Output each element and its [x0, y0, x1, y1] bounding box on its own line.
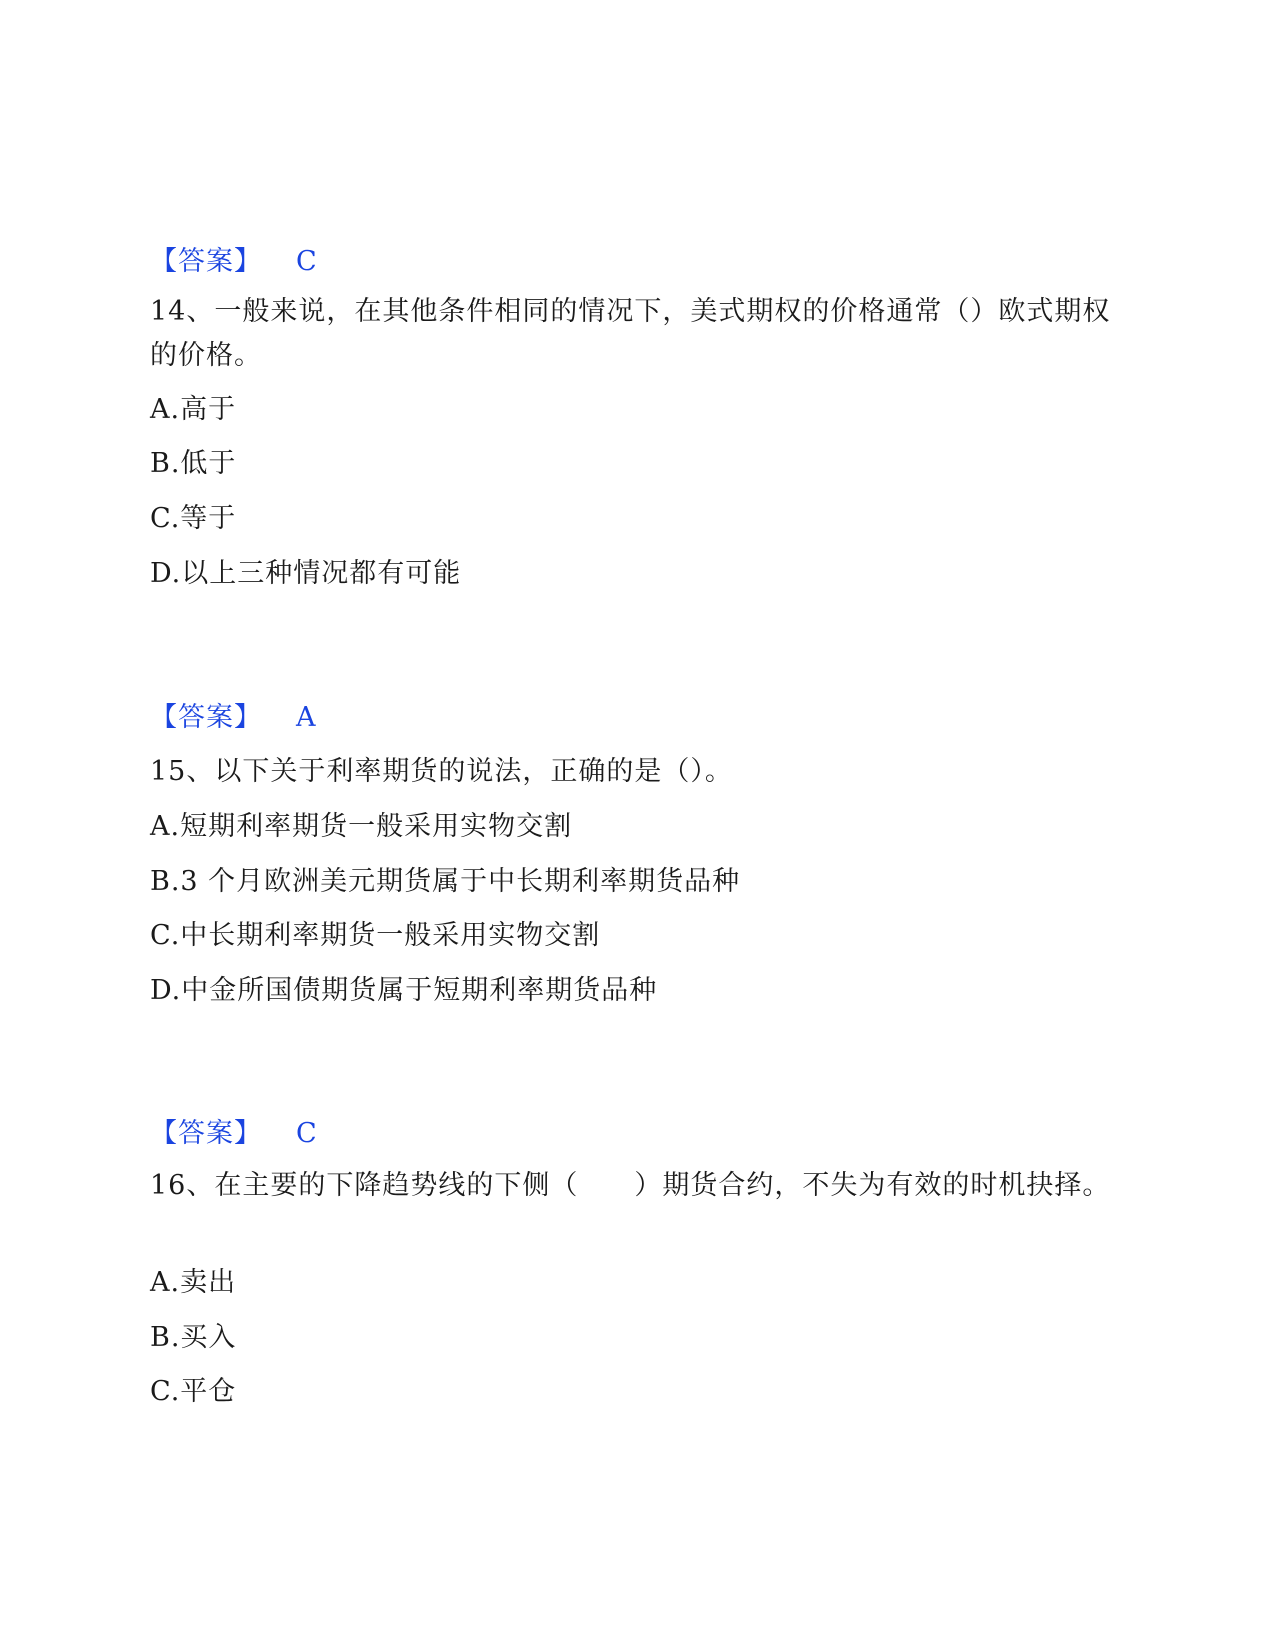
answer-line: [150, 244, 318, 280]
option-c: C.中长期利率期货一般采用实物交割: [150, 920, 601, 951]
question-text: 15、以下关于利率期货的说法，正确的是（）。: [150, 756, 733, 787]
answer-label: 【答案】: [150, 1118, 262, 1149]
option-b: B.买入: [150, 1322, 237, 1353]
question-text: 16、在主要的下降趋势线的下侧（ ）期货合约，不失为有效的时机抉择。: [150, 1170, 1111, 1201]
answer-value: C: [296, 246, 318, 277]
option-c: C.等于: [150, 503, 237, 534]
answer-label: 【答案】: [150, 702, 262, 733]
answer-line: [150, 1116, 318, 1152]
option-a: A.卖出: [150, 1267, 237, 1298]
option-d: D.以上三种情况都有可能: [150, 558, 462, 589]
answer-line: [150, 700, 317, 736]
option-a: A.高于: [150, 394, 237, 425]
answer-value: C: [296, 1118, 318, 1149]
option-b: B.3 个月欧洲美元期货属于中长期利率期货品种: [150, 866, 741, 897]
option-d: D.中金所国债期货属于短期利率期货品种: [150, 975, 658, 1006]
answer-value: A: [296, 702, 317, 733]
answer-label: 【答案】: [150, 246, 262, 277]
question-text: 14、一般来说，在其他条件相同的情况下，美式期权的价格通常（）欧式期权的价格。: [150, 296, 1111, 371]
option-a: A.短期利率期货一般采用实物交割: [150, 811, 573, 842]
option-c: C.平仓: [150, 1376, 237, 1407]
option-b: B.低于: [150, 448, 237, 479]
